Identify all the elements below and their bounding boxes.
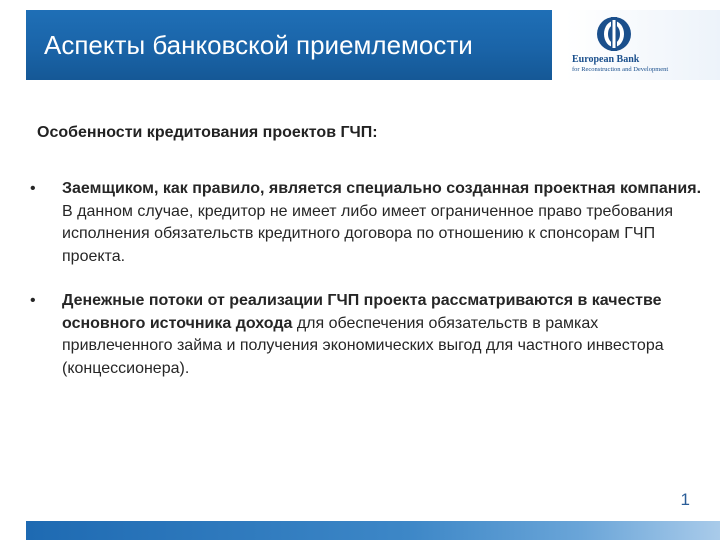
- title-banner: [26, 10, 552, 80]
- bullet-bold-text: Заемщиком, как правило, является специально созданная проектная компания.: [62, 180, 702, 197]
- bullet-bold-text: Денежные потоки от реализации ГЧП проекта рассматриваются в качестве основного источника дохода: [62, 292, 662, 332]
- slide-title: Аспекты банковской приемлемости: [44, 30, 473, 60]
- bullet-marker: •: [30, 180, 36, 197]
- logo-line-2: for Reconstruction and Development: [572, 66, 669, 73]
- footer-bar: [26, 521, 720, 540]
- logo-text: [572, 55, 712, 75]
- bullet-text: для обеспечения обязательств в рамках привлеченного займа и получения экономических выгод для частного инвестора (концессионера).: [62, 314, 664, 377]
- ebrd-emblem-icon: [596, 14, 632, 54]
- page-number: 1: [680, 490, 690, 509]
- bullet-marker: •: [30, 292, 36, 309]
- logo-line-1: European Bank: [572, 54, 640, 65]
- bullet-text: В данном случае, кредитор не имеет либо имеет ограниченное право требования исполнения обязательств кредитного договора по отношению к спонсорам ГЧП проекта.: [62, 202, 673, 265]
- bullet-item: [30, 290, 710, 380]
- bullet-item: [30, 178, 710, 268]
- section-heading: Особенности кредитования проектов ГЧП:: [37, 124, 378, 141]
- bullet-list: [30, 178, 710, 380]
